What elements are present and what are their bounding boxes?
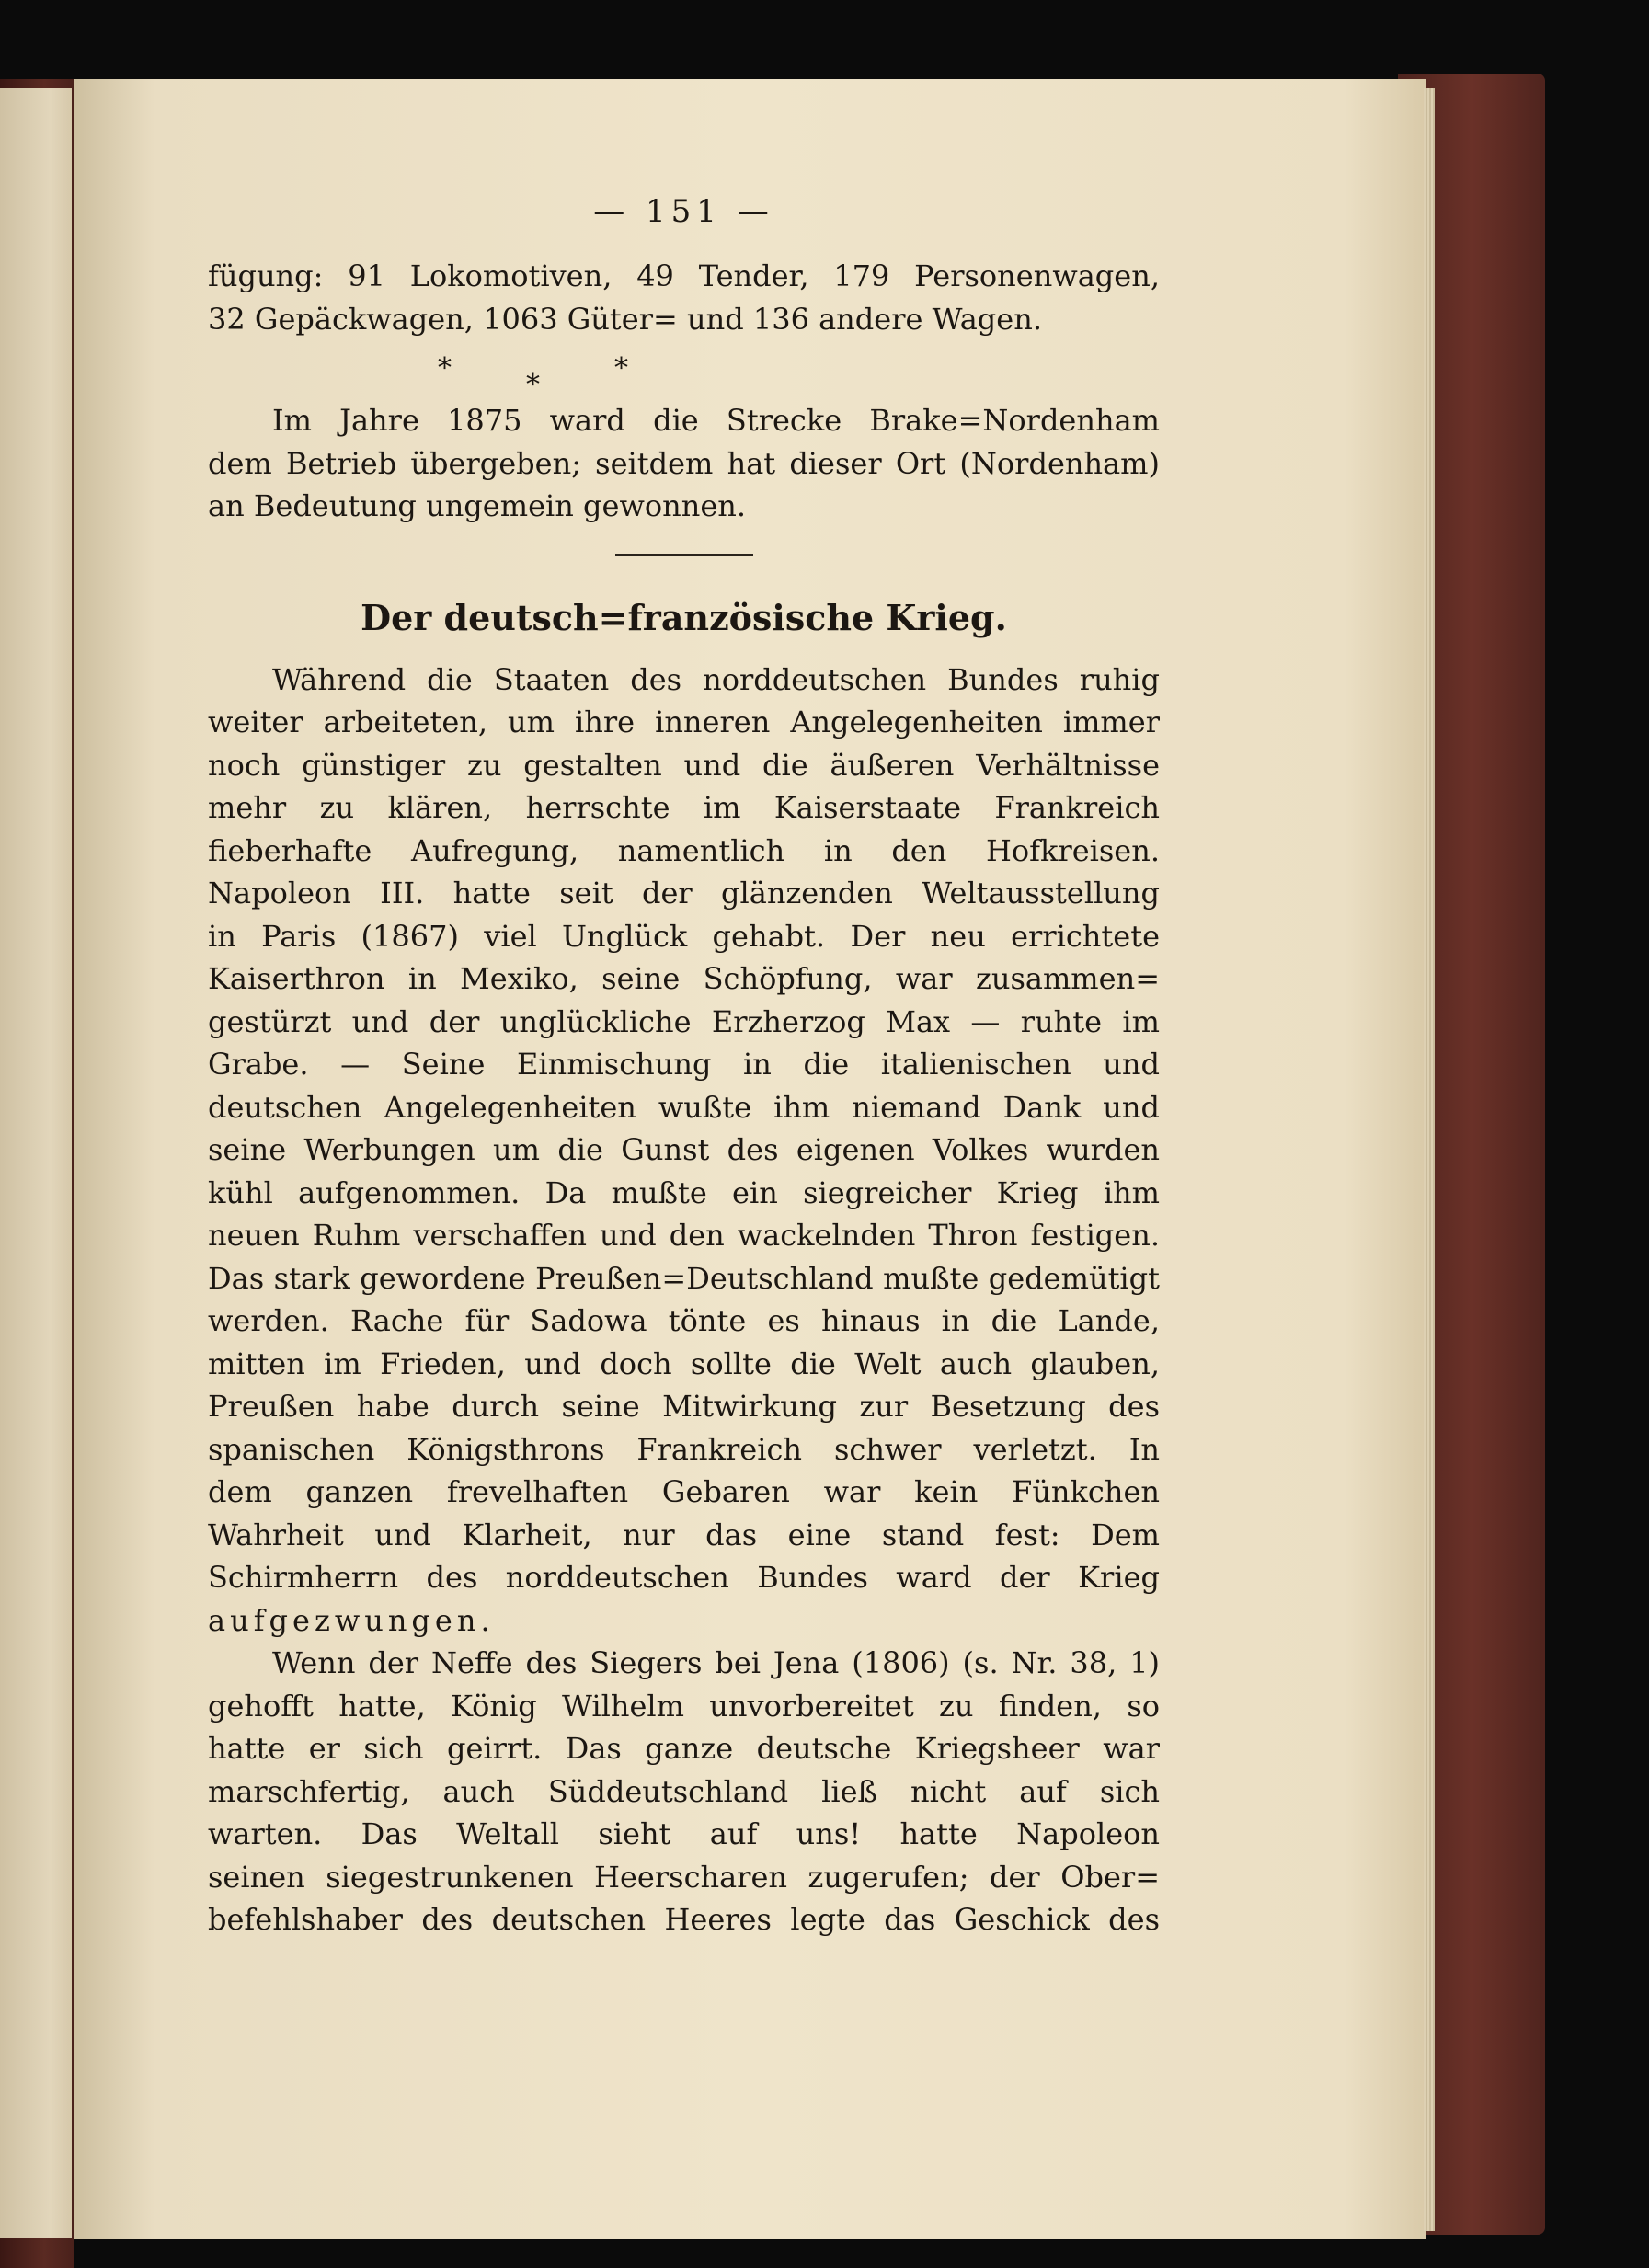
text-line: gestürzt und der unglückliche Erzherzog Max — ruhte im xyxy=(208,1003,1160,1039)
section-paragraph-2 xyxy=(208,1642,1160,1942)
separator-star: * xyxy=(438,352,452,384)
text-line: warten. Das Weltall sieht auf uns! hatte Napoleon xyxy=(208,1816,1160,1851)
section-heading: Der deutsch=französische Krieg. xyxy=(361,596,1007,638)
page-stack-edge xyxy=(1424,88,1435,2231)
star-separator xyxy=(208,340,1160,401)
text-line: dem Betrieb übergeben; seitdem hat dieser Ort (Nordenham) xyxy=(208,445,1160,481)
text-line: Das stark gewordene Preußen=Deutschland mußte gedemütigt xyxy=(208,1260,1160,1296)
text-line: weiter arbeiteten, um ihre inneren Angelegenheiten immer xyxy=(208,704,1160,739)
paragraph-top xyxy=(208,255,1160,340)
text-line: Wahrheit und Klarheit, nur das eine stand fest: Dem xyxy=(208,1517,1160,1552)
text-line: Im Jahre 1875 ward die Strecke Brake=Nordenham xyxy=(272,403,1160,438)
page-text xyxy=(208,189,1160,1942)
section-divider xyxy=(615,554,753,556)
text-line: an Bedeutung ungemein gewonnen. xyxy=(208,488,747,523)
text-line: mehr zu klären, herrschte im Kaiserstaate Frankreich xyxy=(208,790,1160,825)
text-line: hatte er sich geirrt. Das ganze deutsche Kriegsheer war xyxy=(208,1731,1160,1766)
text-line: befehlshaber des deutschen Heeres legte das Geschick des xyxy=(208,1902,1160,1937)
separator-star: * xyxy=(526,369,540,401)
text-line: Grabe. — Seine Einmischung in die italienischen und xyxy=(208,1047,1160,1082)
text-line: Schirmherrn des norddeutschen Bundes ward der Krieg xyxy=(208,1560,1160,1595)
text-line: fügung: 91 Lokomotiven, 49 Tender, 179 Personenwagen, xyxy=(208,258,1160,293)
text-line: seinen siegestrunkenen Heerscharen zugerufen; der Ober= xyxy=(208,1859,1160,1895)
text-line: aufgezwungen. xyxy=(208,1602,495,1638)
text-line: spanischen Königsthrons Frankreich schwer verletzt. In xyxy=(208,1431,1160,1467)
separator-star: * xyxy=(614,352,628,384)
paragraph-1875 xyxy=(208,395,1160,528)
text-line: kühl aufgenommen. Da mußte ein siegreicher Krieg ihm xyxy=(208,1174,1160,1210)
page-number: — 151 — xyxy=(593,193,774,230)
text-line: gehofft hatte, König Wilhelm unvorbereitet zu finden, so xyxy=(208,1688,1160,1724)
text-line: Preußen habe durch seine Mitwirkung zur Besetzung des xyxy=(208,1389,1160,1424)
text-line: marschfertig, auch Süddeutschland ließ nicht auf sich xyxy=(208,1773,1160,1809)
text-line: dem ganzen frevelhaften Gebaren war kein Fünkchen xyxy=(208,1474,1160,1509)
text-line: 32 Gepäckwagen, 1063 Güter= und 136 andere Wagen. xyxy=(208,301,1042,337)
text-line: Napoleon III. hatte seit der glänzenden Weltausstellung xyxy=(208,876,1160,911)
text-line: neuen Ruhm verschaffen und den wackelnden Thron festigen. xyxy=(208,1218,1160,1253)
text-line: deutschen Angelegenheiten wußte ihm niemand Dank und xyxy=(208,1089,1160,1125)
text-line: in Paris (1867) viel Unglück gehabt. Der neu errichtete xyxy=(208,918,1160,954)
text-line: werden. Rache für Sadowa tönte es hinaus in die Lande, xyxy=(208,1303,1160,1338)
left-page-edge xyxy=(0,88,72,2238)
text-line: mitten im Frieden, und doch sollte die Welt auch glauben, xyxy=(208,1346,1160,1381)
section-paragraph-1 xyxy=(208,659,1160,1643)
text-line: Wenn der Neffe des Siegers bei Jena (1806) (s. Nr. 38, 1) xyxy=(272,1645,1160,1680)
text-line: Während die Staaten des norddeutschen Bundes ruhig xyxy=(272,661,1160,697)
text-line: seine Werbungen um die Gunst des eigenen Volkes wurden xyxy=(208,1132,1160,1167)
text-line: Kaiserthron in Mexiko, seine Schöpfung, war zusammen= xyxy=(208,961,1160,996)
text-line: noch günstiger zu gestalten und die äußeren Verhältnisse xyxy=(208,747,1160,783)
text-line: fieberhafte Aufregung, namentlich in den Hofkreisen. xyxy=(208,832,1160,868)
